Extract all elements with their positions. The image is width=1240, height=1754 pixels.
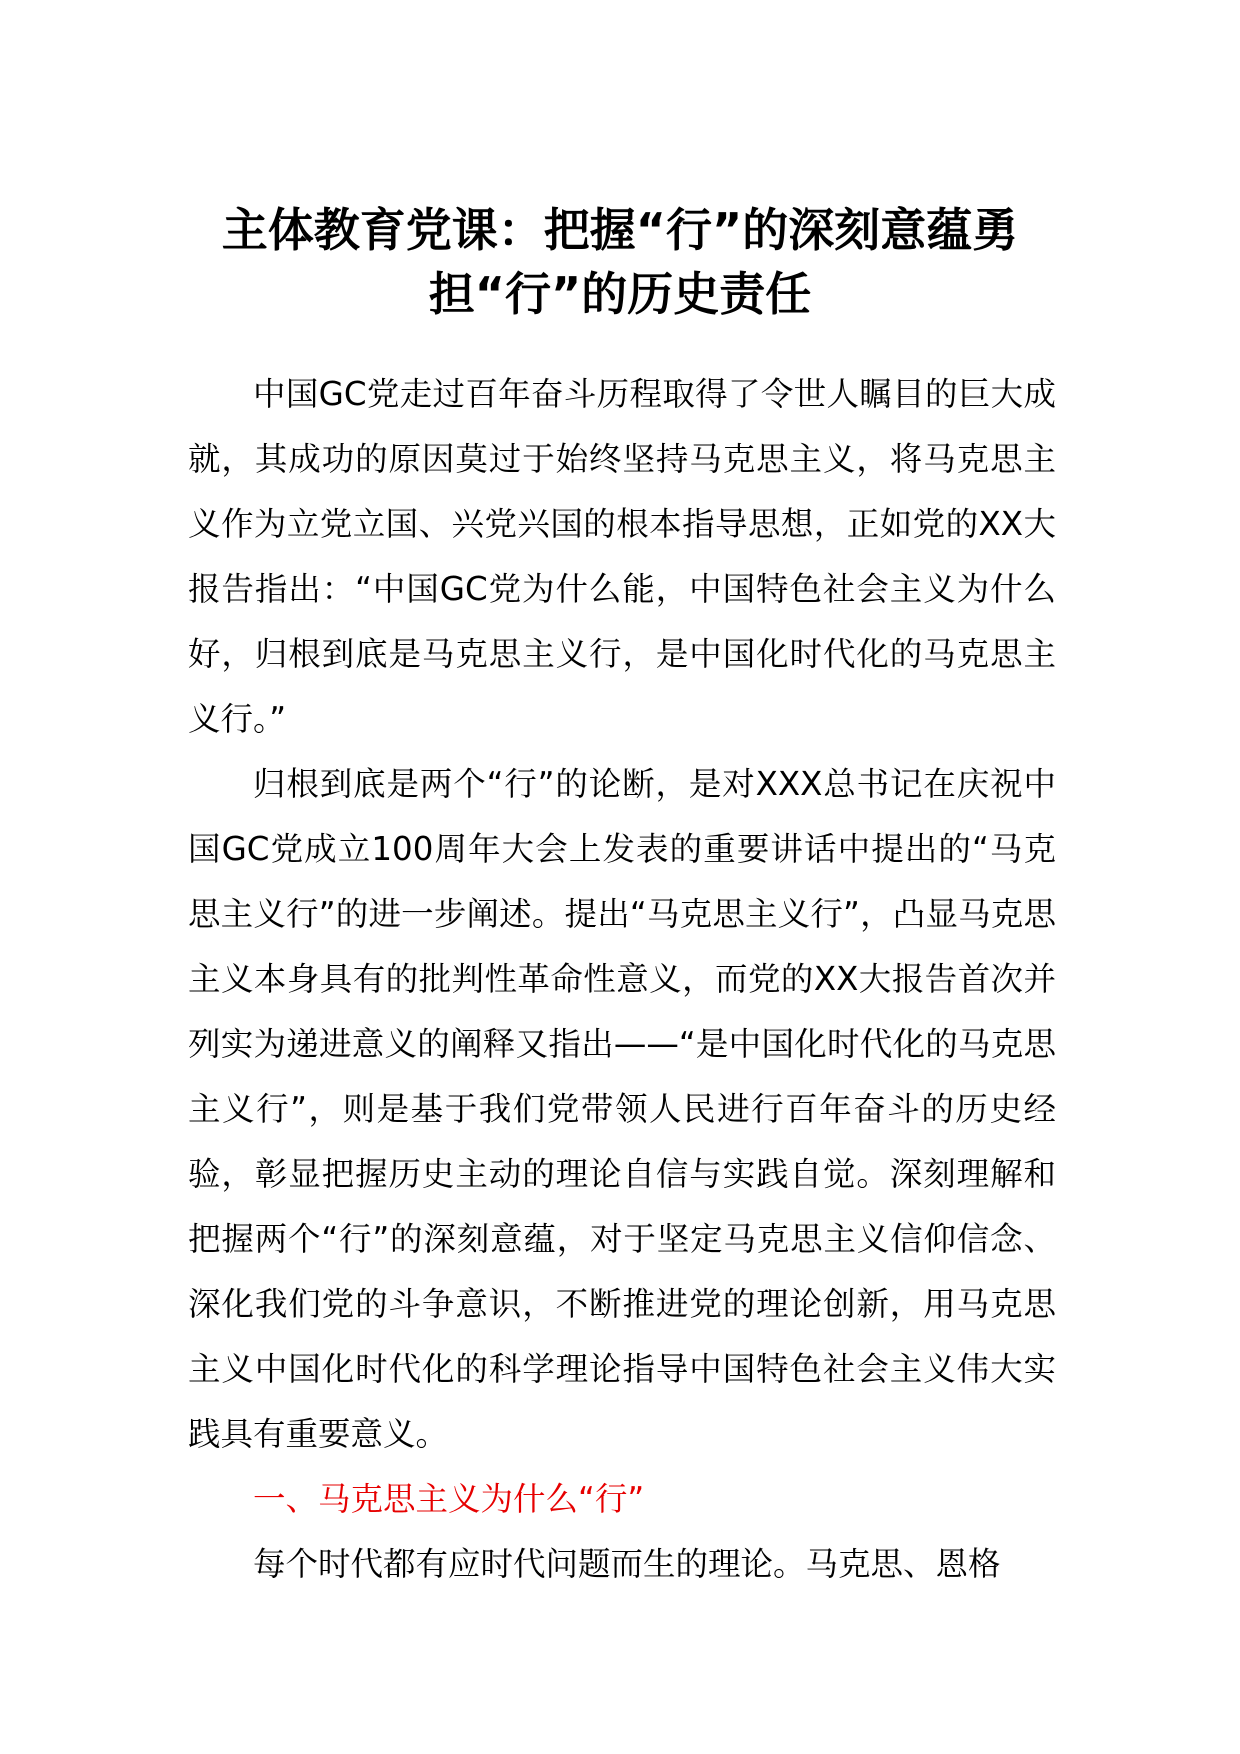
- paragraph-2: 归根到底是两个“行”的论断，是对XXX总书记在庆祝中国GC党成立100周年大会上发表的重要讲话中提出的“马克思主义行”的进一步阐述。提出“马克思主义行”，凸显马克思主义本身具有的批判性革命性意义，而党的XX大报告首次并列实为递进意义的阐释又指出——“是中国化时代化的马克思主义行”，则是基于我们党带领人民进行百年奋斗的历史经验，彰显把握历史主动的理论自信与实践自觉。深刻理解和把握两个“行”的深刻意蕴，对于坚定马克思主义信仰信念、深化我们党的斗争意识，不断推进党的理论创新，用马克思主义中国化时代化的科学理论指导中国特色社会主义伟大实践具有重要意义。: [188, 765, 1056, 1453]
- paragraph-1: 中国GC党走过百年奋斗历程取得了令世人瞩目的巨大成就，其成功的原因莫过于始终坚持马克思主义，将马克思主义作为立党立国、兴党兴国的根本指导思想，正如党的XX大报告指出：“中国GC党为什么能，中国特色社会主义为什么好，归根到底是马克思主义行，是中国化时代化的马克思主义行。”: [188, 375, 1056, 738]
- section-paragraph: 每个时代都有应时代问题而生的理论。马克思、恩格: [253, 1545, 1001, 1583]
- document-title: 主体教育党课：把握“行”的深刻意蕴勇担“行”的历史责任: [221, 203, 1019, 321]
- document-body: [188, 362, 1056, 1597]
- section-heading: 一、马克思主义为什么“行”: [253, 1480, 645, 1518]
